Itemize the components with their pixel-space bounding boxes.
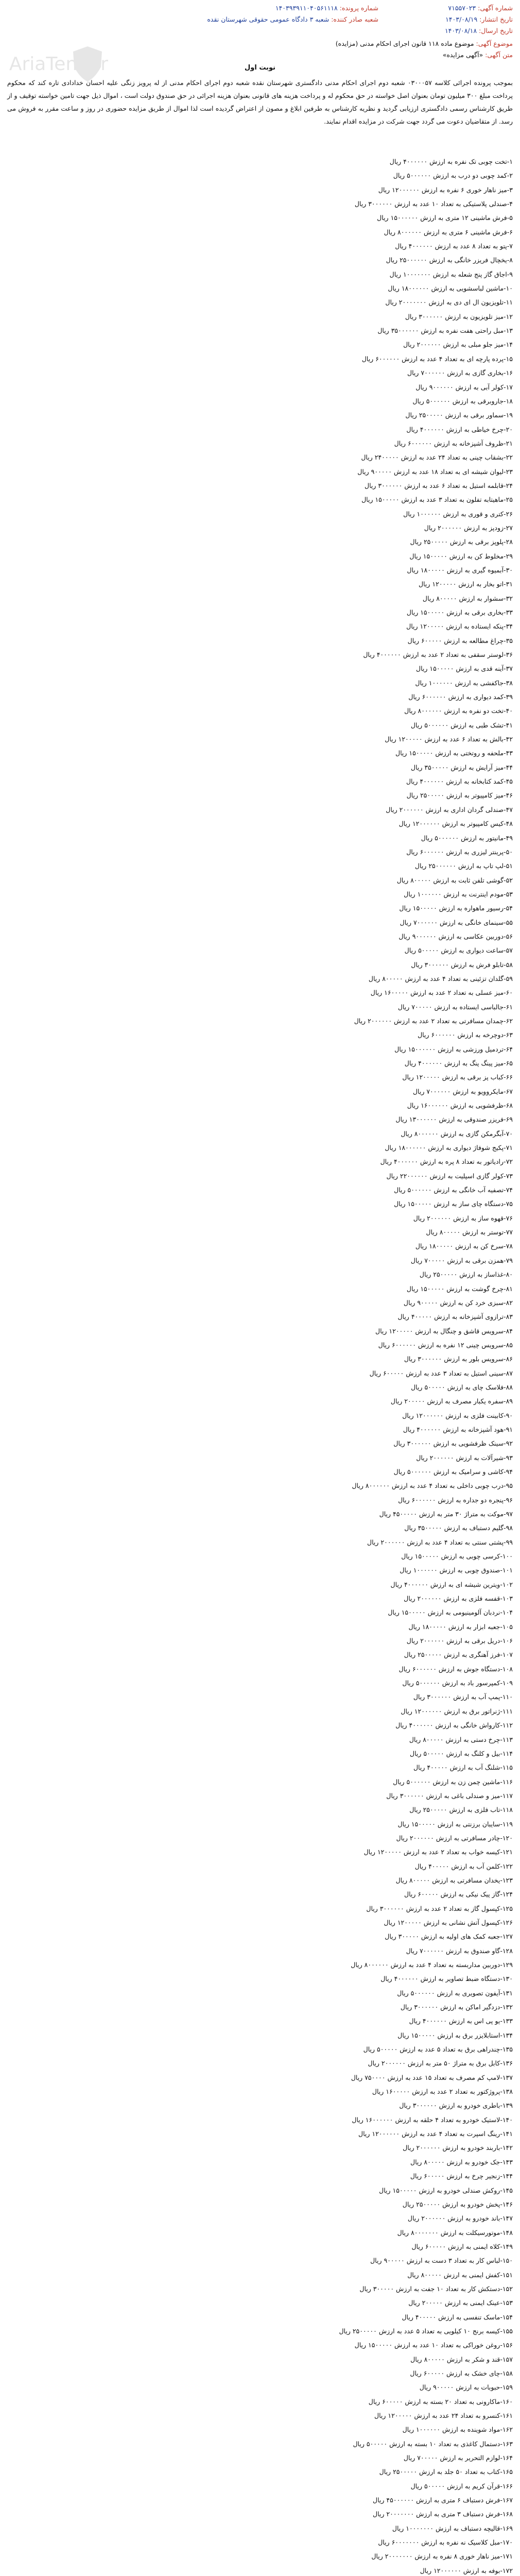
list-item: ۳۳-بخاری برقی به ارزش ۱۵۰۰۰۰۰ ریال [406,608,513,616]
list-item: ۱۵۷-قند و شکر به ارزش ۸۰۰۰۰۰ ریال [410,2355,513,2363]
file-number: ۱۴۰۳۹۳۹۱۱۰۴۰۵۶۱۱۱۸ [275,4,338,12]
list-item: ۸۳-ترازوی آشپزخانه به ارزش ۴۰۰۰۰۰ ریال [397,1313,513,1321]
file-number-row [275,4,378,12]
watermark-text: AriaTender [9,54,108,75]
list-item: ۱۱۶-ماشین چمن زن به ارزش ۵۰۰۰۰۰۰ ریال [393,1777,513,1786]
list-item: ۵۷-ساعت دیواری به ارزش ۵۰۰۰۰۰ ریال [404,946,513,955]
list-item: ۷۲-رادیاتور به تعداد ۸ پره به ارزش ۴۰۰۰۰۰۰ ریال [380,1158,513,1166]
list-item: ۹۴-کاشی و سرامیک به ارزش ۵۰۰۰۰۰۰ ریال [393,1467,513,1476]
list-item: ۷۱-پکیج شوفاژ دیواری به ارزش ۱۸۰۰۰۰۰۰ ریال [385,1144,513,1152]
list-item: ۹۷-موکت به متراژ ۳۰ متر به ارزش ۴۵۰۰۰۰۰ ریال [379,1510,513,1518]
list-item: ۲۶-کتری و قوری به ارزش ۱۰۰۰۰۰۰ ریال [403,510,513,518]
list-item: ۱۲۸-گاو صندوق به ارزش ۷۰۰۰۰۰۰ ریال [406,1946,513,1955]
text-line [7,49,513,61]
list-item: ۲۳-لیوان شیشه ای به تعداد ۱۸ عدد به ارزش ۹۰۰۰۰۰ ریال [357,467,513,476]
file-number-label: شماره پرونده: [339,4,378,12]
list-item: ۲۰-چرخ خیاطی به ارزش ۴۰۰۰۰۰۰ ریال [406,425,513,433]
list-item: ۱۴۲-باربند خودرو به ارزش ۲۰۰۰۰۰۰ ریال [403,2144,513,2152]
list-item: ۴۹-مانیتور به ارزش ۵۰۰۰۰۰۰ ریال [421,834,513,842]
list-item: ۷۷-توستر به ارزش ۸۰۰۰۰۰ ریال [426,1228,513,1236]
list-item: ۱۳۸-پروژکتور به تعداد ۲ عدد به ارزش ۱۶۰۰۰۰۰ ریال [372,2088,513,2096]
list-item: ۱۱۳-چرخ دستی به ارزش ۸۰۰۰۰۰ ریال [409,1735,513,1743]
subject: موضوع ماده ۱۱۸ قانون اجرای احکام مدنی (مزایده) [335,40,474,47]
list-item: ۹۹-پشتی سنتی به تعداد ۴ عدد به ارزش ۲۰۰۰۰۰۰ ریال [367,1538,513,1546]
list-item: ۶۹-فریزر صندوقی به ارزش ۱۳۰۰۰۰۰۰ ریال [395,1115,513,1124]
list-item: ۱۴۸-موتورسیکلت به ارزش ۸۰۰۰۰۰۰۰ ریال [397,2228,513,2236]
list-item: ۱۵۰-لباس کار به تعداد ۳ دست به ارزش ۹۰۰۰۰۰ ریال [370,2257,513,2265]
list-item: ۹۵-درب چوبی داخلی به تعداد ۴ عدد به ارزش ۸۰۰۰۰۰۰ ریال [352,1482,513,1490]
subject-label: موضوع آگهی: [476,40,513,47]
list-item: ۹-اجاق گاز پنج شعله به ارزش ۱۰۰۰۰۰۰۰ ریال [389,270,513,278]
list-item: ۱۷۱-میز ناهار خوری ۸ نفره به ارزش ۲۰۰۰۰۰۰۰ ریال [371,2552,513,2561]
list-item: ۹۸-گلیم دستباف به ارزش ۳۵۰۰۰۰۰ ریال [404,1524,513,1532]
tender-number-row [448,4,513,12]
list-item: ۲۱-ظروف آشپزخانه به ارزش ۶۰۰۰۰۰۰ ریال [394,439,513,447]
list-item: ۸۲-سبزی خرد کن به ارزش ۹۰۰۰۰۰ ریال [403,1298,513,1307]
list-item: ۱۳۵-چندراهی برق به تعداد ۵ عدد به ارزش ۵۰۰۰۰۰ ریال [363,2045,513,2054]
subject-line [7,38,513,49]
deadline: ۱۴۰۳/۰۸/۱۸ [444,27,477,35]
list-item: ۴۵-کمد کتابخانه به ارزش ۴۰۰۰۰۰۰ ریال [406,777,513,786]
list-item: ۷۴-تصفیه آب خانگی به ارزش ۵۰۰۰۰۰۰ ریال [394,1186,513,1194]
list-item: ۱۵۹-حبوبات به ارزش ۹۰۰۰۰۰ ریال [419,2383,513,2392]
list-item: ۱۲-میز تلویزیون به ارزش ۳۰۰۰۰۰۰ ریال [405,312,513,320]
announce-date-row [445,15,513,23]
list-item: ۷۶-قهوه ساز به ارزش ۲۰۰۰۰۰۰ ریال [413,1214,513,1222]
list-item: ۱۷۰-مبل کلاسیک نه نفره به ارزش ۶۰۰۰۰۰۰۰ ریال [378,2538,513,2547]
list-item: ۷۳-کولر گازی اسپلیت به ارزش ۲۲۰۰۰۰۰۰ ریال [386,1172,513,1180]
deadline-label: تاریخ ارسال: [479,27,513,35]
list-item: ۲۴-قابلمه استیل به تعداد ۶ عدد به ارزش ۳۰۰۰۰۰۰ ریال [365,481,513,489]
list-item: ۱۴۹-کلاه ایمنی به ارزش ۶۰۰۰۰۰ ریال [411,2242,513,2250]
list-item: ۱۱۱-ژنراتور برق به ارزش ۱۲۰۰۰۰۰۰ ریال [401,1707,513,1715]
list-item: ۵۳-مودم اینترنت به ارزش ۱۰۰۰۰۰۰ ریال [404,890,513,898]
list-item: ۸۸-فلاسک چای به ارزش ۵۰۰۰۰۰ ریال [411,1383,513,1391]
list-item: ۱۷۲-بوفه به ارزش ۱۲۰۰۰۰۰۰ ریال [420,2566,513,2574]
list-item: ۱۲۴-گاز پیک نیکی به ارزش ۶۰۰۰۰۰ ریال [404,1890,513,1899]
list-item: ۳-میز ناهار خوری ۶ نفره به ارزش ۱۲۰۰۰۰۰۰ ریال [378,185,513,194]
list-item: ۴۶-میز کامپیوتر به ارزش ۲۵۰۰۰۰۰ ریال [406,791,513,800]
list-item: ۵۲-گوشی تلفن ثابت به ارزش ۸۰۰۰۰۰ ریال [396,876,513,884]
list-item: ۵۹-گلدان تزئینی به تعداد ۴ عدد به ارزش ۸۰۰۰۰۰ ریال [368,974,513,982]
list-item: ۳۸-جاکفشی به ارزش ۱۰۰۰۰۰۰ ریال [415,679,513,687]
list-item: ۱۵۸-چای خشک به ارزش ۶۰۰۰۰۰ ریال [410,2369,513,2377]
list-item: ۱۳۲-دزدگیر اماکن به ارزش ۳۰۰۰۰۰۰ ریال [400,2003,513,2011]
list-item: ۶۵-میز پینگ پنگ به ارزش ۴۰۰۰۰۰۰ ریال [404,1059,513,1067]
list-item: ۸۵-سرویس چینی ۱۲ نفره به ارزش ۶۰۰۰۰۰۰ ریال [378,1341,513,1349]
list-item: ۱۳۰-دستگاه ضبط تصاویر به ارزش ۴۰۰۰۰۰۰ ریال [380,1975,513,1983]
list-item: ۱۵۳-عینک ایمنی به ارزش ۲۰۰۰۰۰ ریال [408,2299,513,2307]
list-item: ۱۷-کولر آبی به ارزش ۹۰۰۰۰۰۰ ریال [415,383,513,391]
list-item: ۵۵-سینمای خانگی به ارزش ۷۰۰۰۰۰۰ ریال [400,918,513,926]
list-item: ۳۰-آبمیوه گیری به ارزش ۱۸۰۰۰۰۰ ریال [407,566,513,574]
intro-block [7,38,513,61]
list-item: ۳۹-کمد دیواری به ارزش ۶۰۰۰۰۰۰ ریال [408,693,513,701]
list-item: ۱۱۴-بیل و کلنگ به ارزش ۵۰۰۰۰۰ ریال [409,1749,513,1757]
list-item: ۱۲۲-کلمن آب به ارزش ۴۰۰۰۰۰ ریال [414,1862,513,1870]
list-item: ۱۶۹-قالیچه دستباف به ارزش ۱۰۰۰۰۰۰۰ ریال [392,2524,513,2532]
list-item: ۴۴-میز آرایش به ارزش ۳۵۰۰۰۰۰ ریال [411,763,513,771]
list-item: ۴۲-بالش به تعداد ۶ عدد به ارزش ۱۲۰۰۰۰۰ ریال [385,735,513,743]
list-item: ۴۱-تشک طبی به ارزش ۵۰۰۰۰۰۰ ریال [410,721,513,729]
list-item: ۴۳-ملحفه و روتختی به ارزش ۱۵۰۰۰۰۰ ریال [395,749,513,757]
list-item: ۶۶-کباب پز برقی به ارزش ۱۲۰۰۰۰۰ ریال [402,1073,513,1081]
list-item: ۱۳۳-یو پی اس به ارزش ۴۰۰۰۰۰۰ ریال [409,2017,513,2025]
list-item: ۶۲-چمدان مسافرتی به تعداد ۲ عدد به ارزش ۲۰۰۰۰۰۰ ریال [354,1016,513,1025]
list-item: ۱۰۲-ویترین شیشه ای به ارزش ۴۰۰۰۰۰۰ ریال [390,1580,513,1588]
list-item: ۱۶۷-فرش دستباف ۶ متری به ارزش ۴۵۰۰۰۰۰۰ ریال [373,2496,513,2504]
list-item: ۳۶-لوستر سقفی به تعداد ۲ عدد به ارزش ۴۰۰۰۰۰۰ ریال [363,651,513,659]
text-title: «آگهی مزایده» [442,51,483,59]
list-item: ۳۱-اتو بخار به ارزش ۱۲۰۰۰۰۰ ریال [418,580,513,588]
list-item: ۲۷-زودپز به ارزش ۲۰۰۰۰۰۰ ریال [424,523,513,532]
announce-date-label: تاریخ انتشار: [479,15,513,23]
list-item: ۱۵۲-دستکش کار به تعداد ۱۰ جفت به ارزش ۳۰۰۰۰۰ ریال [359,2284,513,2293]
list-item: ۱۶۰-ماکارونی به تعداد ۲۰ بسته به ارزش ۶۰۰۰۰۰ ریال [368,2397,513,2405]
list-item: ۳۲-سشوار به ارزش ۸۰۰۰۰۰ ریال [422,594,513,602]
list-item: ۱۴-میز جلو مبلی به ارزش ۲۰۰۰۰۰۰ ریال [403,341,513,349]
list-item: ۱۲۳-یخدان مسافرتی به ارزش ۸۰۰۰۰۰ ریال [395,1876,513,1884]
list-item: ۱۰۴-نردبان آلومینیومی به ارزش ۱۵۰۰۰۰۰ ریال [388,1608,513,1617]
announcement-header [5,3,515,35]
list-item: ۲۸-پلوپز برقی به ارزش ۲۵۰۰۰۰۰ ریال [410,538,513,546]
list-item: ۱۴۴-زنجیر چرخ به ارزش ۶۰۰۰۰۰ ریال [410,2172,513,2180]
tender-number: ۷۱۵۵۷۰۲۳ [448,4,476,12]
list-item: ۱۶۶-قرآن کریم به ارزش ۵۰۰۰۰۰ ریال [410,2482,513,2490]
list-item: ۱۶۳-دستمال کاغذی به تعداد ۱۰ بسته به ارزش ۵۰۰۰۰۰ ریال [353,2439,513,2448]
list-item: ۱۳۱-آیفون تصویری به ارزش ۵۰۰۰۰۰۰ ریال [397,1989,513,1997]
list-item: ۴۷-صندلی گردان اداری به ارزش ۲۰۰۰۰۰۰ ریال [386,805,513,814]
list-item: ۱۱۸-تاب فلزی به ارزش ۲۵۰۰۰۰۰ ریال [409,1806,513,1814]
list-item: ۱۱۲-کارواش خانگی به ارزش ۴۰۰۰۰۰۰ ریال [395,1721,513,1730]
text-label: متن آگهی: [485,51,513,59]
list-item: ۱۰-ماشین لباسشویی به ارزش ۱۸۰۰۰۰۰۰ ریال [388,284,513,293]
list-item: ۱۰۱-صندوق چوبی به ارزش ۱۰۰۰۰۰۰ ریال [400,1566,513,1574]
list-item: ۵۶-دوربین عکاسی به ارزش ۹۰۰۰۰۰۰ ریال [398,932,513,940]
list-item: ۸۱-چرخ گوشت به ارزش ۱۵۰۰۰۰۰ ریال [406,1284,513,1293]
list-item: ۱۰۵-جعبه ابزار به ارزش ۱۸۰۰۰۰۰ ریال [408,1622,513,1631]
list-item: ۸۰-غذاساز به ارزش ۲۵۰۰۰۰۰ ریال [419,1270,513,1279]
list-item: ۱۶۲-مواد شوینده به ارزش ۱۰۰۰۰۰۰ ریال [402,2426,513,2434]
list-item: ۱۰۸-دستگاه جوش به ارزش ۶۰۰۰۰۰۰ ریال [398,1665,513,1673]
list-item: ۱۶۵-کتاب به تعداد ۵۰ جلد به ارزش ۲۵۰۰۰۰۰ ریال [379,2468,513,2476]
list-item: ۱۰۶-دریل برقی به ارزش ۲۰۰۰۰۰۰ ریال [406,1637,513,1645]
list-item: ۱۵۶-روغن خوراکی به تعداد ۱۰ عدد به ارزش ۱۵۰۰۰۰۰ ریال [354,2341,513,2349]
list-item: ۵۴-رسیور ماهواره به ارزش ۱۵۰۰۰۰۰ ریال [399,904,513,912]
list-item: ۱۱۰-پمپ آب به ارزش ۳۰۰۰۰۰۰ ریال [413,1693,513,1701]
list-item: ۱۳-مبل راحتی هفت نفره به ارزش ۳۵۰۰۰۰۰۰ ریال [377,327,513,335]
list-item: ۱۱۷-میز و صندلی باغی به ارزش ۳۰۰۰۰۰۰ ریال [386,1791,513,1800]
list-item: ۴۰-تخت دو نفره به ارزش ۸۰۰۰۰۰۰ ریال [404,707,513,715]
list-item: ۱۳۶-کابل برق به متراژ ۵۰ متر به ارزش ۲۰۰۰۰۰۰ ریال [368,2059,513,2067]
list-item: ۱۴۱-رینگ اسپرت به تعداد ۴ عدد به ارزش ۱۲۰۰۰۰۰۰ ریال [358,2130,513,2138]
list-item: ۵۸-تابلو فرش به ارزش ۳۰۰۰۰۰۰ ریال [411,960,513,969]
tender-number-label: شماره آگهی: [478,4,513,12]
list-item: ۸۴-سرویس قاشق و چنگال به ارزش ۱۲۰۰۰۰۰ ریال [375,1327,513,1335]
list-item: ۷۸-سرخ کن به ارزش ۱۸۰۰۰۰۰ ریال [415,1242,513,1250]
list-item: ۱۲۹-دوربین مداربسته به تعداد ۴ عدد به ارزش ۸۰۰۰۰۰۰ ریال [351,1961,513,1969]
list-item: ۱۴۵-روکش صندلی خودرو به ارزش ۱۵۰۰۰۰۰ ریال [379,2186,513,2194]
deadline-row [445,27,513,35]
list-item: ۹۱-هود آشپزخانه به ارزش ۴۰۰۰۰۰۰ ریال [403,1425,513,1433]
list-item: ۱۶۸-فرش دستباف ۳ متری به ارزش ۲۰۰۰۰۰۰۰ ریال [373,2510,513,2518]
list-item: ۷۹-همزن برقی به ارزش ۷۰۰۰۰۰ ریال [410,1256,513,1264]
list-item: ۵-فرش ماشینی ۱۲ متری به ارزش ۱۵۰۰۰۰۰۰ ریال [377,214,513,222]
list-item: ۱۶۱-کنسرو به تعداد ۲۴ عدد به ارزش ۱۲۰۰۰۰۰ ریال [374,2412,513,2419]
list-item: ۸۹-سفره یکبار مصرف به ارزش ۲۰۰۰۰۰ ریال [390,1397,513,1405]
list-item: ۲-کمد چوبی دو درب به ارزش ۵۰۰۰۰۰۰ ریال [393,172,513,180]
list-item: ۱۱-تلویزیون ال ای دی به ارزش ۲۰۰۰۰۰۰۰ ریال [385,298,513,307]
list-item: ۴-صندلی پلاستیکی به تعداد ۱۰ عدد به ارزش ۳۰۰۰۰۰۰ ریال [354,200,513,208]
list-item: ۶-فرش ماشینی ۶ متری به ارزش ۸۰۰۰۰۰۰ ریال [384,228,513,236]
list-item: ۹۶-پنجره دو جداره به ارزش ۶۰۰۰۰۰۰ ریال [398,1496,513,1504]
source: شعبه ۳ دادگاه عمومی حقوقی شهرستان نقده [207,15,330,23]
list-item: ۱۵۴-ماسک تنفسی به ارزش ۴۰۰۰۰۰ ریال [402,2313,513,2321]
list-item: ۸۷-سینی استیل به تعداد ۳ عدد به ارزش ۶۰۰۰۰۰ ریال [369,1369,513,1377]
list-item: ۶۷-مایکروویو به ارزش ۷۰۰۰۰۰۰ ریال [412,1087,513,1095]
list-item: ۱۳۹-باطری خودرو به ارزش ۳۰۰۰۰۰۰ ریال [399,2102,513,2110]
list-item: ۳۴-پنکه ایستاده به ارزش ۱۲۰۰۰۰۰ ریال [406,622,513,631]
list-item: ۱۴۷-باند خودرو به ارزش ۲۰۰۰۰۰۰ ریال [407,2214,513,2223]
list-item: ۶۱-جالباسی ایستاده به ارزش ۷۰۰۰۰۰ ریال [397,1003,513,1011]
list-item: ۹۳-شیرآلات به ارزش ۲۰۰۰۰۰۰ ریال [416,1453,513,1462]
list-item: ۱۴۰-لاستیک خودرو به تعداد ۴ حلقه به ارزش ۱۶۰۰۰۰۰۰ ریال [352,2115,513,2124]
list-item: ۷۵-دستگاه چای ساز به ارزش ۱۵۰۰۰۰۰ ریال [394,1200,513,1208]
list-item: ۱۰۳-قفسه فلزی به ارزش ۲۰۰۰۰۰۰ ریال [404,1595,513,1603]
list-item: ۴۸-کیس کامپیوتر به ارزش ۱۲۰۰۰۰۰۰ ریال [398,820,513,828]
list-item: ۱۲۰-چادر مسافرتی به ارزش ۲۰۰۰۰۰۰ ریال [396,1834,513,1842]
list-item: ۲۵-ماهیتابه تفلون به تعداد ۳ عدد به ارزش ۱۵۰۰۰۰۰ ریال [361,496,513,504]
list-item: ۲۲-بشقاب چینی به تعداد ۲۴ عدد به ارزش ۲۴۰۰۰۰۰ ریال [361,453,513,462]
list-item: ۱۱۵-شلنگ آب به ارزش ۴۰۰۰۰۰ ریال [413,1764,513,1772]
list-item: ۷-پتو به تعداد ۸ عدد به ارزش ۴۰۰۰۰۰۰ ریال [395,242,513,250]
list-item: ۱۵-پرده پارچه ای به تعداد ۴ عدد به ارزش ۶۰۰۰۰۰۰ ریال [361,354,513,363]
list-item: ۱۲۵-کپسول گاز به تعداد ۲ عدد به ارزش ۳۰۰۰۰۰۰ ریال [366,1904,513,1912]
source-label: شعبه صادر کننده: [331,15,378,23]
list-item: ۸-یخچال فریزر خانگی به ارزش ۲۵۰۰۰۰۰۰ ریال [386,256,513,264]
list-item: ۱۹-سماور برقی به ارزش ۲۵۰۰۰۰۰ ریال [405,411,513,419]
list-item: ۱۱۹-سایبان برزنتی به ارزش ۱۵۰۰۰۰۰ ریال [397,1820,513,1828]
list-item: ۱۴۳-جک خودرو به ارزش ۸۰۰۰۰۰ ریال [410,2158,513,2166]
list-item: ۱۲۷-جعبه کمک های اولیه به ارزش ۳۰۰۰۰۰ ریال [385,1933,513,1941]
notice-round-title: نوبت اول [244,64,276,72]
list-item: ۲۹-مخلوط کن به ارزش ۱۵۰۰۰۰۰ ریال [409,552,513,560]
list-item: ۱۵۱-کفش ایمنی به ارزش ۸۰۰۰۰۰ ریال [407,2270,513,2279]
list-item: ۱۲۶-کپسول آتش نشانی به ارزش ۱۲۰۰۰۰۰ ریال [384,1918,513,1926]
list-item: ۱۰۰-کرسی چوبی به ارزش ۱۵۰۰۰۰۰ ریال [401,1552,513,1561]
list-item: ۹۲-سینک ظرفشویی به ارزش ۳۰۰۰۰۰۰ ریال [393,1439,513,1448]
items-list [7,155,513,2576]
list-item: ۳۷-آینه قدی به ارزش ۱۵۰۰۰۰۰ ریال [416,665,513,673]
list-item: ۱-تخت چوبی تک نفره به ارزش ۴۰۰۰۰۰۰ ریال [389,158,513,165]
list-item: ۶۳-دوچرخه به ارزش ۶۰۰۰۰۰۰ ریال [418,1031,513,1039]
source-row [207,15,378,23]
list-item: ۱۵۵-کیسه برنج ۱۰ کیلویی به تعداد ۵ عدد به ارزش ۲۵۰۰۰۰۰ ریال [339,2327,513,2335]
list-item: ۱۰۹-کمپرسور باد به ارزش ۵۰۰۰۰۰۰ ریال [402,1679,513,1687]
list-item: ۸۶-سرویس بلور به ارزش ۳۰۰۰۰۰۰ ریال [404,1355,513,1363]
announcement-paragraph: بموجب پرونده اجرائی کلاسه ۰۳۰۰۰۵۷ شعبه دوم اجرای احکام مدنی دادگستری شهرستان نقده شعبه دوم اجرای احکام مدنی از له پرویز زنگی علیه احسان خدادادی تاره کند که محکوم پرداخت مبلغ ۳۰۰ میلیون تومان بعنوان اصل خواسته در حق محکوم له و پرداخت هزینه های قانونی بعنوان هزینه اجرائی در حق صندوق دولت است ، اموال ذیل جهت تامین خواسته توقیف و از طریق کارشناس رسمی دادگستری ارزیابی گردید و نظریه کارشناس به طرفین ابلاغ و مصون از اعتراض گردیده است لذا اموال از طریق مزایده حضوری در روز و ساعت مقرر به فروش می رسد. از متقاضیان دعوت می گردد جهت شرکت در مزایده اقدام نمایند. [7,79,513,125]
list-item: ۱۸-جاروبرقی به ارزش ۵۰۰۰۰۰۰ ریال [412,397,513,405]
list-item: ۱۳۴-استابلایزر برق به ارزش ۱۵۰۰۰۰۰ ریال [397,2031,513,2039]
list-item: ۶۰-میز عسلی به تعداد ۲ عدد به ارزش ۱۶۰۰۰۰۰ ریال [370,989,513,997]
list-item: ۱۲۱-کیسه خواب به تعداد ۲ عدد به ارزش ۱۲۰۰۰۰۰ ریال [363,1848,513,1856]
list-item: ۱۶-بخاری گازی به ارزش ۷۰۰۰۰۰۰ ریال [407,369,513,377]
list-item: ۱۶۴-لوازم التحریر به ارزش ۷۰۰۰۰۰ ریال [403,2454,513,2462]
list-item: ۱۳۷-لامپ کم مصرف به تعداد ۱۵ عدد به ارزش ۷۵۰۰۰۰ ریال [351,2073,513,2081]
list-item: ۵۱-لپ تاپ به ارزش ۲۵۰۰۰۰۰۰ ریال [414,862,513,870]
list-item: ۶۸-ظرفشویی به ارزش ۱۶۰۰۰۰۰۰ ریال [407,1101,513,1110]
list-item: ۱۴۶-پخش خودرو به ارزش ۲۵۰۰۰۰۰ ریال [402,2200,513,2208]
list-item: ۵۰-پرینتر لیزری به ارزش ۶۰۰۰۰۰۰ ریال [406,848,513,856]
list-item: ۱۰۷-فرز آهنگری به ارزش ۲۵۰۰۰۰۰ ریال [404,1651,513,1659]
list-item: ۳۵-چراغ مطالعه به ارزش ۶۰۰۰۰۰ ریال [407,636,513,645]
list-item: ۹۰-کابینت فلزی به ارزش ۱۲۰۰۰۰۰۰ ریال [402,1411,513,1419]
list-item: ۶۴-تردمیل ورزشی به ارزش ۱۵۰۰۰۰۰۰ ریال [394,1045,513,1053]
list-item: ۷۰-آبگرمکن گازی به ارزش ۸۰۰۰۰۰۰ ریال [401,1129,513,1138]
announce-date: ۱۴۰۳/۰۸/۱۹ [445,15,478,23]
